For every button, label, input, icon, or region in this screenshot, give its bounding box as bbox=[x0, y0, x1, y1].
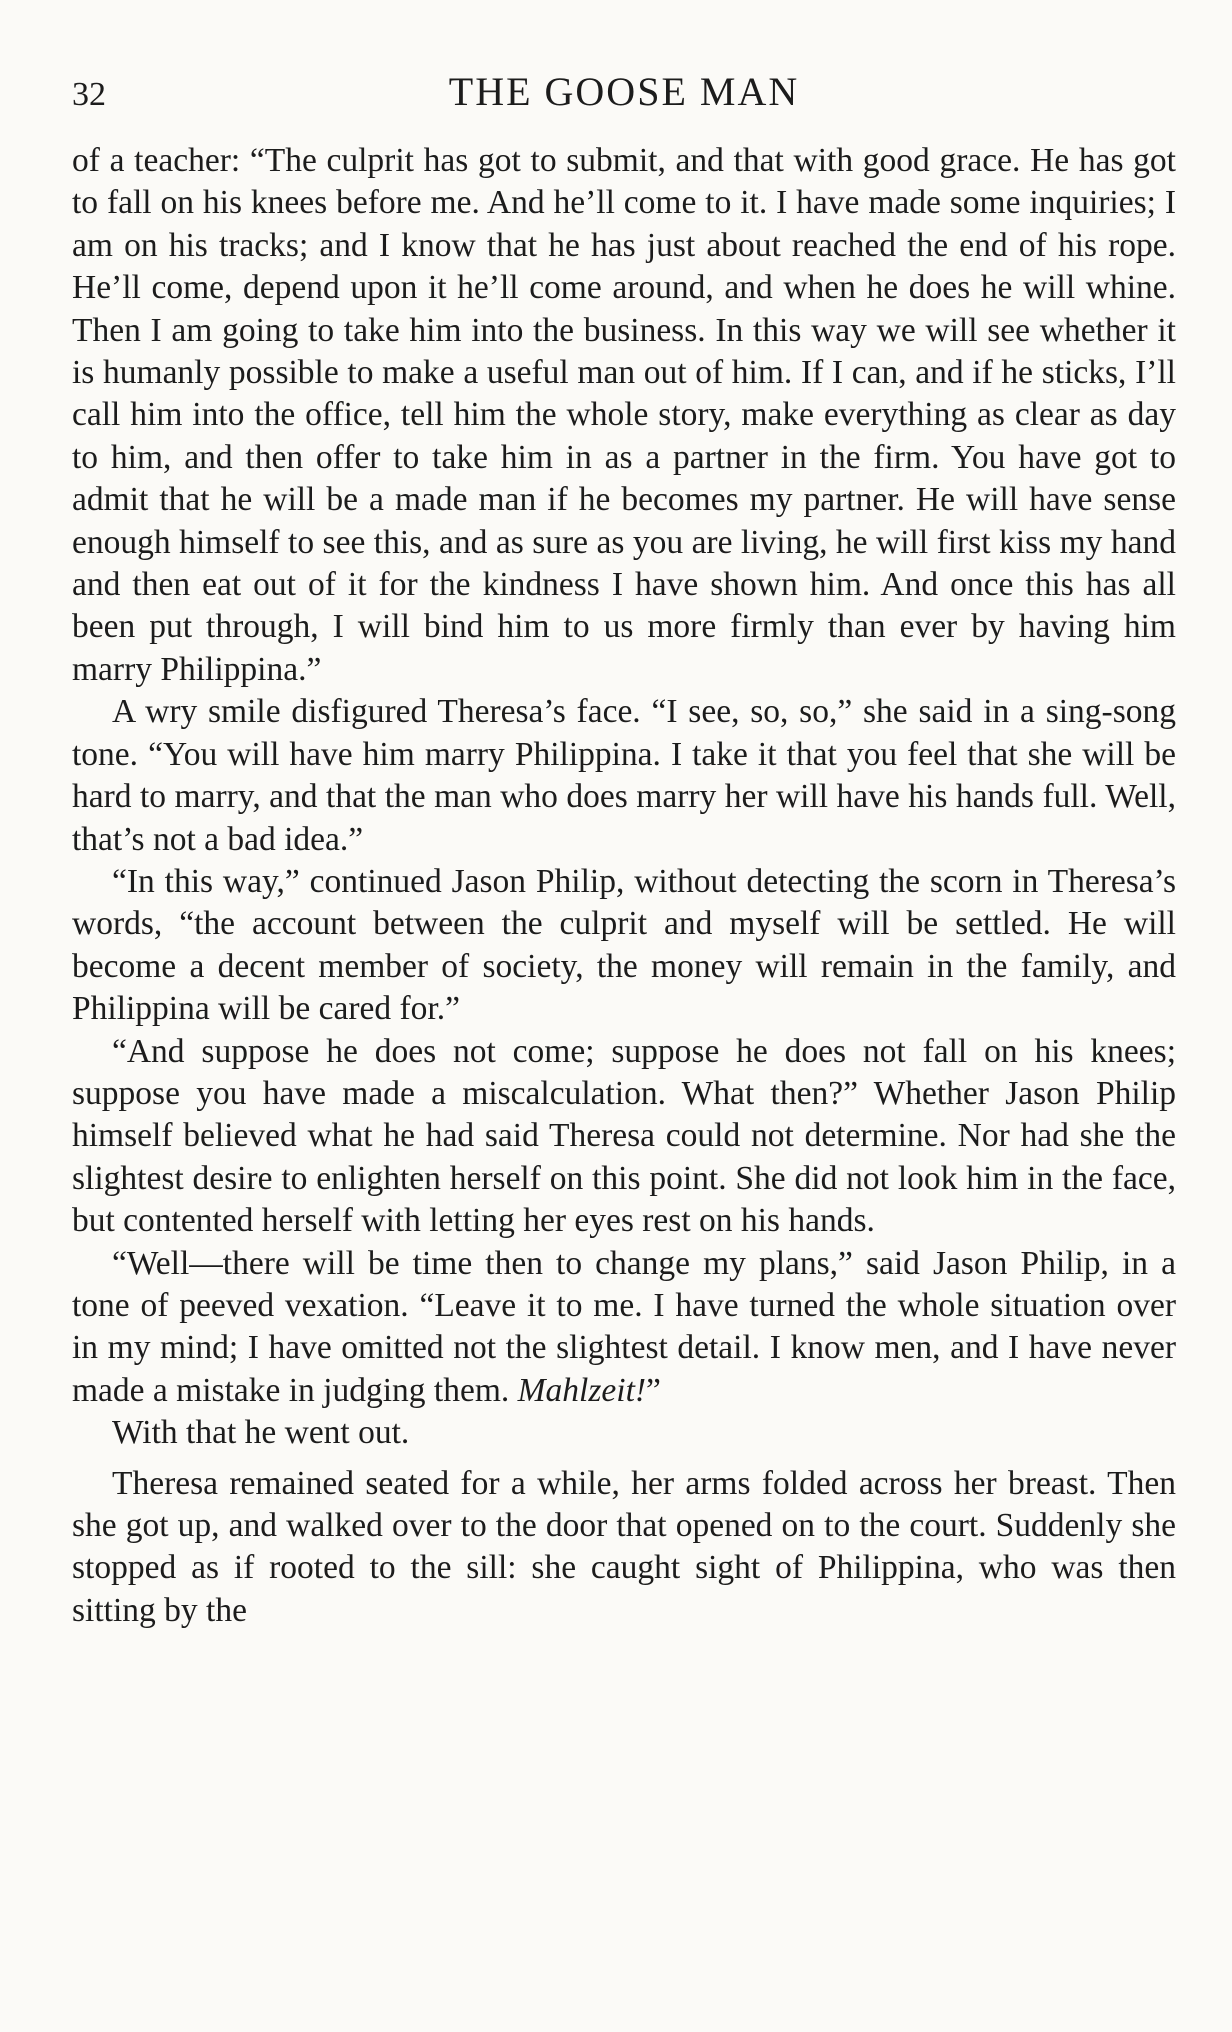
book-page bbox=[72, 68, 1176, 1632]
paragraph-jason-continues: “In this way,” continued Jason Philip, without detecting the scorn in Theresa’s words, “the account between the culprit and myself will be settled. He will become a decent member of society, the money will remain in the family, and Philippina will be cared for.” bbox=[72, 862, 1176, 1028]
running-title: THE GOOSE MAN bbox=[448, 69, 800, 114]
closing-quote: ” bbox=[646, 1371, 661, 1409]
page-number: 32 bbox=[72, 76, 106, 113]
italic-mahlzeit: Mahlzeit! bbox=[517, 1371, 647, 1409]
paragraph-suppose: “And suppose he does not come; suppose he does not fall on his knees; suppose you have made a miscalculation. What then?” Whether Jason Philip himself believed what he had said Theresa could not determine. Nor had she the slightest desire to enlighten herself on this point. She did not look him in the face, but contented herself with letting her eyes rest on his hands. bbox=[72, 1032, 1176, 1240]
page-header bbox=[72, 68, 1176, 120]
paragraph-went-out: With that he went out. bbox=[112, 1414, 410, 1452]
paragraph-theresa-remained: Theresa remained seated for a while, her arms folded across her breast. Then she got up, and walked over to the door that opened on to the court. Suddenly she stopped as if rooted to the sill: she caught sight of Philippina, who was then sitting by the bbox=[72, 1464, 1176, 1629]
body-text bbox=[72, 140, 1176, 1632]
paragraph-well bbox=[72, 1243, 1176, 1413]
paragraph-theresa-smile: A wry smile disfigured Theresa’s face. “I see, so, so,” she said in a sing-song tone. “You will have him marry Philippina. I take it that you feel that she will be hard to marry, and that the man who does marry her will have his hands full. Well, that’s not a bad idea.” bbox=[72, 693, 1176, 858]
paragraph-well-text: “Well—there will be time then to change my plans,” said Jason Philip, in a tone of peeved vexation. “Leave it to me. I have turned the whole situation over in my mind; I have omitted not the slightest detail. I know men, and I have never made a mistake in judging them. bbox=[72, 1244, 1176, 1409]
paragraph-continuation: of a teacher: “The culprit has got to submit, and that with good grace. He has got to fall on his knees before me. And he’ll come to it. I have made some inquiries; I am on his tracks; and I know that he has just about reached the end of his rope. He’ll come, depend upon it he’ll come around, and when he does he will whine. Then I am going to take him into the business. In this way we will see whether it is humanly possible to make a useful man out of him. If I can, and if he sticks, I’ll call him into the office, tell him the whole story, make everything as clear as day to him, and then offer to take him in as a partner in the firm. You have got to admit that he will be a made man if he becomes my partner. He will have sense enough himself to see this, and as sure as you are living, he will first kiss my hand and then eat out of it for the kindness I have shown him. And once this has all been put through, I will bind him to us more firmly than ever by having him marry Philippina.” bbox=[72, 142, 1176, 688]
